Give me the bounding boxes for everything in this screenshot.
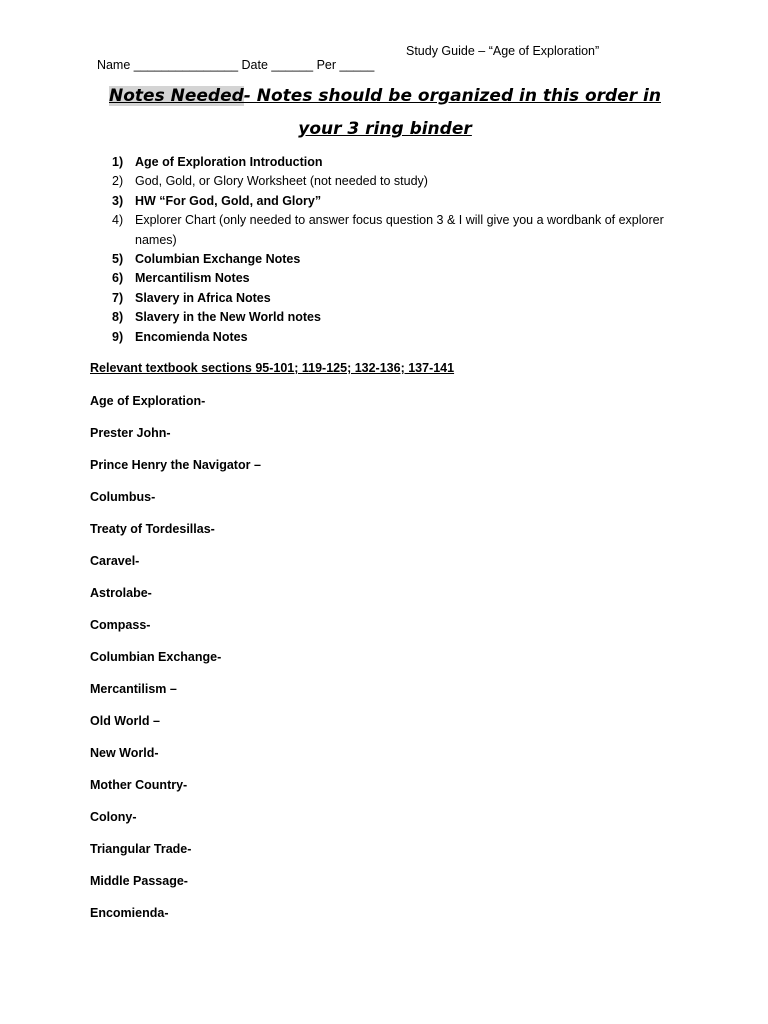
list-item-number: 9) [112, 329, 124, 344]
vocab-term: Compass- [90, 618, 151, 632]
list-item-text: HW “For God, Gold, and Glory” [135, 193, 322, 208]
list-item [90, 211, 690, 250]
list-item-text: Slavery in Africa Notes [135, 290, 271, 305]
list-item-number: 3) [112, 193, 124, 208]
notes-needed-rest: - Notes should be organized in this order in your 3 ring binder [243, 86, 661, 139]
list-item-number: 5) [112, 252, 124, 267]
vocab-term: Middle Passage- [90, 874, 188, 888]
list-item [90, 308, 690, 327]
list-item [90, 250, 690, 269]
list-item [90, 172, 690, 191]
list-item-number: 2) [112, 174, 124, 189]
vocab-term: Age of Exploration- [90, 394, 206, 408]
list-item-number: 7) [112, 290, 124, 305]
list-item-text: Encomienda Notes [135, 329, 248, 344]
list-item-number: 8) [112, 310, 124, 325]
vocabulary-terms [90, 393, 261, 937]
list-item-text: Mercantilism Notes [135, 271, 250, 286]
vocab-term: Treaty of Tordesillas- [90, 522, 215, 536]
vocab-term: Colony- [90, 810, 137, 824]
list-item [90, 328, 690, 347]
vocab-term: New World- [90, 746, 159, 760]
notes-list [90, 153, 690, 347]
list-item-number: 4) [112, 213, 124, 228]
list-item-text: Columbian Exchange Notes [135, 252, 301, 267]
list-item-text: Age of Exploration Introduction [135, 155, 323, 169]
notes-needed-heading [90, 80, 680, 146]
vocab-term: Encomienda- [90, 906, 169, 920]
vocab-term: Columbus- [90, 490, 156, 504]
list-item-number: 6) [112, 271, 124, 286]
list-item [90, 153, 690, 172]
list-item-text: God, Gold, or Glory Worksheet (not needed to study) [135, 174, 428, 189]
vocab-term: Astrolabe- [90, 586, 152, 600]
name-date-period-fields: Name _______________ Date ______ Per _____ [96, 58, 375, 72]
list-item [90, 289, 690, 308]
list-item-number: 1) [112, 155, 124, 169]
relevant-textbook-sections: Relevant textbook sections 95-101; 119-125; 132-136; 137-141 [90, 361, 455, 375]
list-item-text: Slavery in the New World notes [135, 310, 321, 325]
vocab-term: Triangular Trade- [90, 842, 192, 856]
notes-needed-highlight: Notes Needed [109, 86, 244, 106]
vocab-term: Mother Country- [90, 778, 188, 792]
vocab-term: Prince Henry the Navigator – [90, 458, 261, 472]
vocab-term: Old World – [90, 714, 160, 728]
list-item-text: Explorer Chart (only needed to answer focus question 3 & I will give you a wordbank of explorer names) [135, 213, 664, 247]
vocab-term: Caravel- [90, 554, 140, 568]
study-guide-title: Study Guide – “Age of Exploration” [406, 44, 600, 58]
list-item [90, 269, 690, 288]
vocab-term: Mercantilism – [90, 682, 177, 696]
list-item [90, 192, 690, 211]
vocab-term: Prester John- [90, 426, 171, 440]
vocab-term: Columbian Exchange- [90, 650, 222, 664]
